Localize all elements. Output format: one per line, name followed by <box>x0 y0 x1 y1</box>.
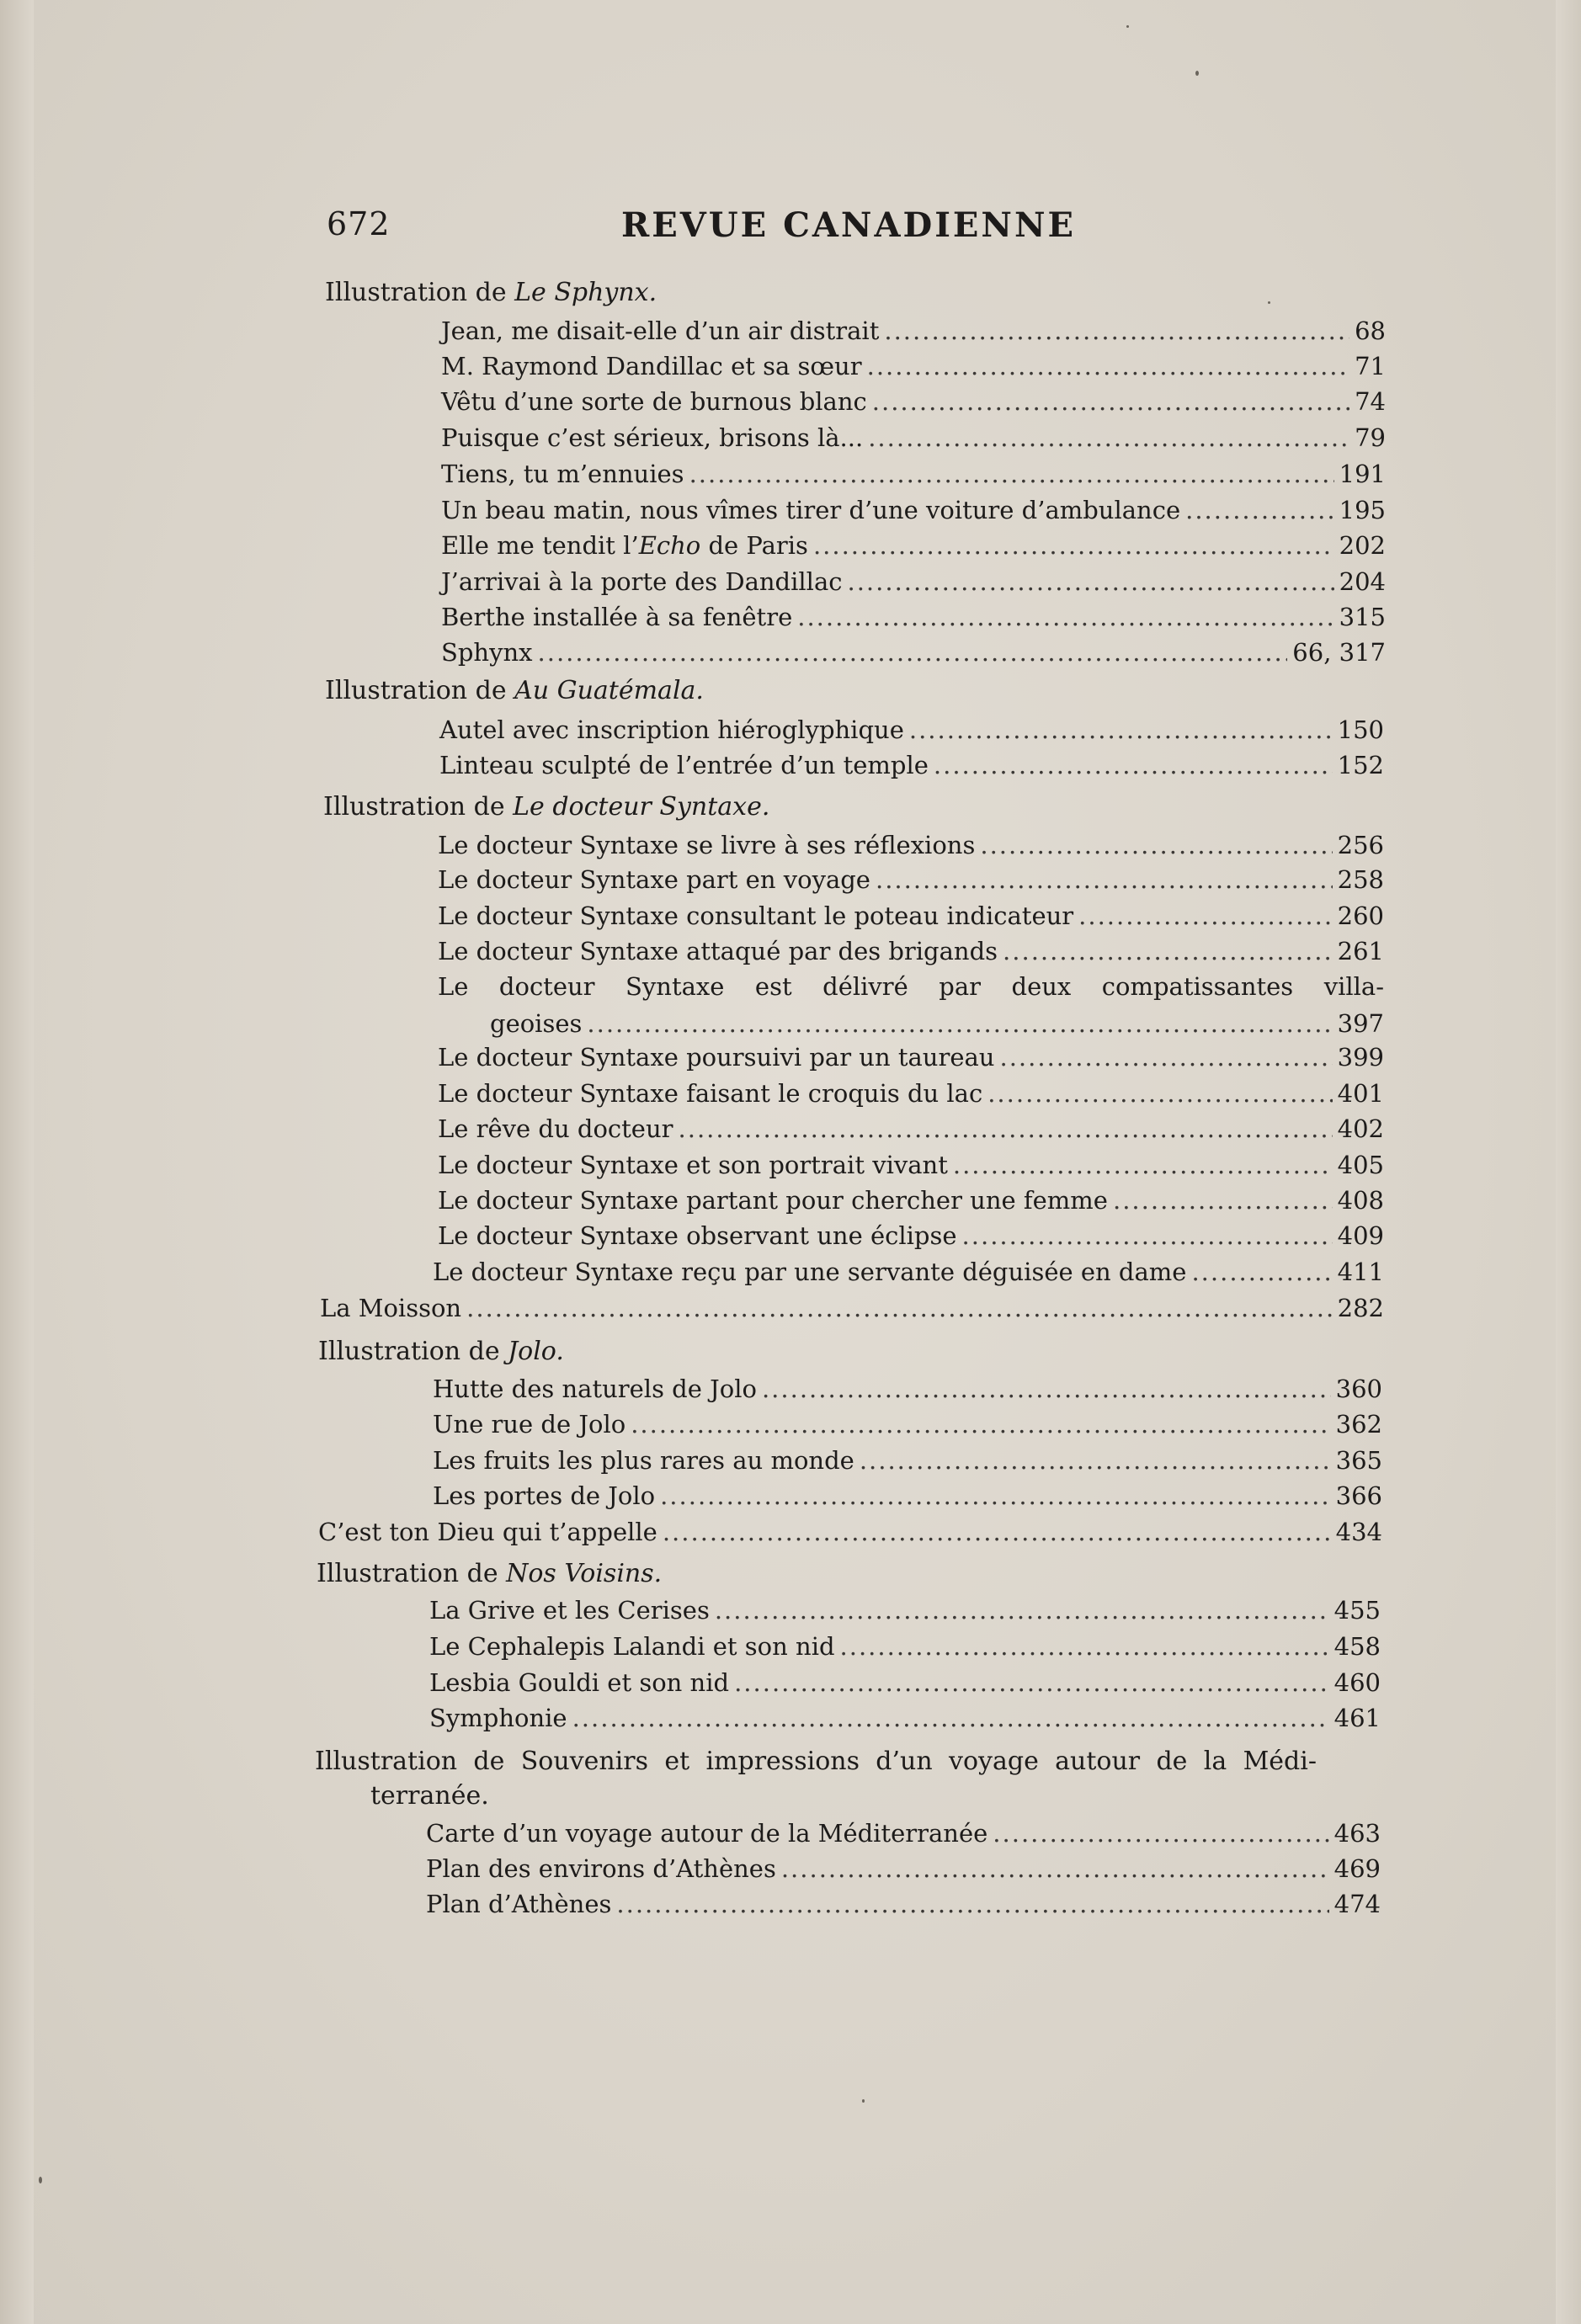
entry-label-part: Elle me tendit l’ <box>441 531 639 560</box>
group-heading-title: Au Guatémala. <box>514 676 704 705</box>
entry-label: Berthe installée à sa fenêtre <box>441 603 793 631</box>
entry-label: La Moisson <box>320 1294 462 1322</box>
dot-leader <box>876 865 1333 894</box>
entry-label: Les portes de Jolo <box>433 1481 656 1510</box>
group-heading-le-docteur-syntaxe <box>323 792 769 822</box>
dot-leader <box>872 387 1349 416</box>
entry-label <box>441 531 808 560</box>
dot-leader <box>884 316 1349 345</box>
entry-label: Le docteur Syntaxe attaqué par des brigands <box>438 937 998 965</box>
group-heading-continuation <box>370 1781 489 1811</box>
entry-page: 366 <box>1335 1481 1382 1510</box>
list-item <box>441 316 1386 345</box>
entry-label: Le docteur Syntaxe est délivré par deux compatissantes villa- <box>438 972 1384 1001</box>
entry-label: La Grive et les Cerises <box>429 1596 710 1625</box>
list-item <box>426 1819 1381 1848</box>
list-item <box>438 1079 1384 1108</box>
list-item <box>433 1375 1382 1403</box>
list-item <box>441 603 1386 631</box>
group-heading-title: Jolo. <box>508 1337 564 1366</box>
entry-page: 261 <box>1337 937 1384 965</box>
dot-leader <box>587 1009 1332 1038</box>
entry-label: Autel avec inscription hiéroglyphique <box>439 715 904 744</box>
entry-page: 66, 317 <box>1292 638 1386 667</box>
dot-leader <box>660 1481 1331 1510</box>
group-heading-nos-voisins <box>317 1559 662 1588</box>
entry-page: 204 <box>1339 567 1386 596</box>
list-item <box>441 531 1386 560</box>
entry-page: 256 <box>1337 831 1384 859</box>
entry-page: 469 <box>1333 1854 1381 1883</box>
paper-speck <box>1126 25 1129 28</box>
entry-label: J’arrivai à la porte des Dandillac <box>441 567 843 596</box>
entry-page: 152 <box>1337 751 1384 779</box>
entry-label: Le docteur Syntaxe observant une éclipse <box>438 1221 957 1250</box>
group-heading-title: Le Sphynx. <box>514 278 657 307</box>
dot-leader <box>813 531 1334 560</box>
dot-leader <box>999 1043 1332 1072</box>
entry-page: 74 <box>1355 387 1386 416</box>
entry-page: 360 <box>1335 1375 1382 1403</box>
dot-leader <box>1191 1258 1332 1286</box>
entry-label: Le rêve du docteur <box>438 1114 673 1143</box>
dot-leader <box>868 423 1349 452</box>
dot-leader <box>663 1518 1331 1546</box>
list-item <box>429 1596 1381 1625</box>
entry-page: 455 <box>1333 1596 1381 1625</box>
group-heading-prefix: Illustration de <box>317 1559 507 1588</box>
entry-label: Le docteur Syntaxe consultant le poteau indicateur <box>438 901 1074 930</box>
entry-page: 258 <box>1337 865 1384 894</box>
entry-page: 474 <box>1333 1890 1381 1918</box>
entry-label: Le docteur Syntaxe se livre à ses réflexions <box>438 831 976 859</box>
entry-page: 408 <box>1337 1186 1384 1215</box>
entry-page: 191 <box>1339 460 1386 488</box>
group-heading-jolo <box>318 1337 564 1366</box>
dot-leader <box>466 1294 1333 1322</box>
dot-leader <box>715 1596 1329 1625</box>
list-item <box>439 715 1384 744</box>
group-heading-au-guatemala <box>325 676 704 705</box>
dot-leader <box>980 831 1332 859</box>
entry-label: Le docteur Syntaxe partant pour chercher une femme <box>438 1186 1108 1215</box>
entry-page: 365 <box>1335 1446 1382 1475</box>
dot-leader <box>1003 937 1333 965</box>
dot-leader <box>679 1114 1333 1143</box>
entry-page: 195 <box>1339 496 1386 524</box>
page-header <box>327 205 1396 247</box>
entry-label: Hutte des naturels de Jolo <box>433 1375 757 1403</box>
entry-label: Carte d’un voyage autour de la Méditerranée <box>426 1819 988 1848</box>
entry-page: 401 <box>1337 1079 1384 1108</box>
paper-speck <box>1195 71 1199 76</box>
list-item <box>433 1481 1382 1510</box>
entry-label: Le Cephalepis Lalandi et son nid <box>429 1632 835 1661</box>
entry-label: Plan des environs d’Athènes <box>426 1854 776 1883</box>
dot-leader <box>909 715 1333 744</box>
dot-leader <box>734 1668 1329 1697</box>
entry-label: Symphonie <box>429 1704 567 1732</box>
entry-label: Jean, me disait-elle d’un air distrait <box>441 316 880 345</box>
dot-leader <box>847 567 1333 596</box>
list-item <box>441 496 1386 524</box>
list-item <box>318 1518 1382 1546</box>
group-heading-prefix: Illustration de Souvenirs et impressions d’un voyage autour de la Médi- <box>315 1747 1317 1776</box>
entry-page: 397 <box>1337 1009 1384 1038</box>
group-heading-prefix-continued: terranée. <box>370 1781 489 1811</box>
entry-page: 362 <box>1335 1410 1382 1439</box>
entry-page: 405 <box>1337 1151 1384 1179</box>
entry-label: Le docteur Syntaxe et son portrait vivant <box>438 1151 948 1179</box>
list-item <box>320 1294 1384 1322</box>
list-item <box>438 1186 1384 1215</box>
list-item <box>441 460 1386 488</box>
list-item <box>433 1258 1384 1286</box>
entry-label-italic: Echo <box>638 531 701 560</box>
list-item <box>438 865 1384 894</box>
entry-label: Vêtu d’une sorte de burnous blanc <box>441 387 867 416</box>
entry-page: 409 <box>1337 1221 1384 1250</box>
entry-label-part: de Paris <box>700 531 808 560</box>
entry-label: M. Raymond Dandillac et sa sœur <box>441 352 862 380</box>
entry-label: Tiens, tu m’ennuies <box>441 460 684 488</box>
group-heading-prefix: Illustration de <box>325 676 515 705</box>
entry-page: 150 <box>1337 715 1384 744</box>
entry-label: Les fruits les plus rares au monde <box>433 1446 854 1475</box>
entry-page: 260 <box>1337 901 1384 930</box>
list-item <box>438 1114 1384 1143</box>
list-item <box>438 1221 1384 1250</box>
entry-label: Le docteur Syntaxe poursuivi par un taureau <box>438 1043 995 1072</box>
group-heading-title: Le docteur Syntaxe. <box>513 792 770 822</box>
entry-label-continued: geoises <box>490 1009 583 1038</box>
dot-leader <box>1113 1186 1333 1215</box>
list-item <box>438 1043 1384 1072</box>
dot-leader <box>840 1632 1329 1661</box>
dot-leader <box>867 352 1349 380</box>
list-item <box>433 1446 1382 1475</box>
dot-leader <box>538 638 1288 667</box>
group-heading-souvenirs <box>315 1747 1317 1776</box>
list-item <box>441 423 1386 452</box>
entry-page: 315 <box>1339 603 1386 631</box>
entry-page: 282 <box>1337 1294 1384 1322</box>
page-left-edge <box>0 0 34 2324</box>
list-item <box>438 1151 1384 1179</box>
entry-continuation <box>438 1009 1384 1038</box>
list-item <box>438 831 1384 859</box>
entry-page: 458 <box>1333 1632 1381 1661</box>
running-title: REVUE CANADIENNE <box>621 205 1077 245</box>
list-item <box>441 352 1386 380</box>
dot-leader <box>1185 496 1334 524</box>
entry-page: 411 <box>1337 1258 1384 1286</box>
group-heading-prefix: Illustration de <box>318 1337 508 1366</box>
entry-label: Le docteur Syntaxe reçu par une servante déguisée en dame <box>433 1258 1187 1286</box>
paper-speck <box>1268 301 1270 304</box>
group-heading-le-sphynx <box>325 278 657 307</box>
entry-page: 79 <box>1355 423 1386 452</box>
list-item <box>426 1854 1381 1883</box>
entry-label: Un beau matin, nous vîmes tirer d’une voiture d’ambulance <box>441 496 1181 524</box>
entry-page: 71 <box>1355 352 1386 380</box>
entry-label: Lesbia Gouldi et son nid <box>429 1668 730 1697</box>
entry-page: 68 <box>1355 316 1386 345</box>
paper-speck <box>862 2099 865 2103</box>
list-item <box>441 638 1386 667</box>
entry-label: Plan d’Athènes <box>426 1890 612 1918</box>
entry-page: 402 <box>1337 1114 1384 1143</box>
dot-leader <box>616 1890 1328 1918</box>
list-item <box>438 901 1384 930</box>
dot-leader <box>993 1819 1328 1848</box>
entry-label: Une rue de Jolo <box>433 1410 626 1439</box>
page-number: 672 <box>327 205 391 242</box>
entry-page: 202 <box>1339 531 1386 560</box>
dot-leader <box>689 460 1334 488</box>
group-heading-title: Nos Voisins. <box>506 1559 663 1588</box>
dot-leader <box>860 1446 1331 1475</box>
list-item <box>426 1890 1381 1918</box>
group-heading-prefix: Illustration de <box>325 278 515 307</box>
entry-label: C’est ton Dieu qui t’appelle <box>318 1518 657 1546</box>
entry-label: Puisque c’est sérieux, brisons là... <box>441 423 864 452</box>
dot-leader <box>934 751 1333 779</box>
entry-label: Le docteur Syntaxe faisant le croquis du lac <box>438 1079 983 1108</box>
list-item <box>439 751 1384 779</box>
entry-page: 463 <box>1333 1819 1381 1848</box>
entry-label: Linteau sculpté de l’entrée d’un temple <box>439 751 929 779</box>
entry-label: Sphynx <box>441 638 533 667</box>
entry-label: Le docteur Syntaxe part en voyage <box>438 865 870 894</box>
list-item <box>433 1410 1382 1439</box>
list-item <box>438 937 1384 965</box>
dot-leader <box>572 1704 1329 1732</box>
list-item <box>429 1632 1381 1661</box>
list-item <box>441 567 1386 596</box>
entry-page: 399 <box>1337 1043 1384 1072</box>
entry-page: 460 <box>1333 1668 1381 1697</box>
entry-page: 461 <box>1333 1704 1381 1732</box>
dot-leader <box>962 1221 1333 1250</box>
dot-leader <box>953 1151 1333 1179</box>
dot-leader <box>797 603 1333 631</box>
dot-leader <box>631 1410 1330 1439</box>
dot-leader <box>987 1079 1332 1108</box>
group-heading-prefix: Illustration de <box>323 792 514 822</box>
entry-page: 434 <box>1335 1518 1382 1546</box>
list-item <box>441 387 1386 416</box>
dot-leader <box>1078 901 1332 930</box>
page-right-edge <box>1556 0 1581 2324</box>
list-item <box>429 1704 1381 1732</box>
list-item <box>438 972 1384 1038</box>
dot-leader <box>762 1375 1331 1403</box>
paper-speck <box>39 2177 42 2183</box>
dot-leader <box>781 1854 1329 1883</box>
list-item <box>429 1668 1381 1697</box>
